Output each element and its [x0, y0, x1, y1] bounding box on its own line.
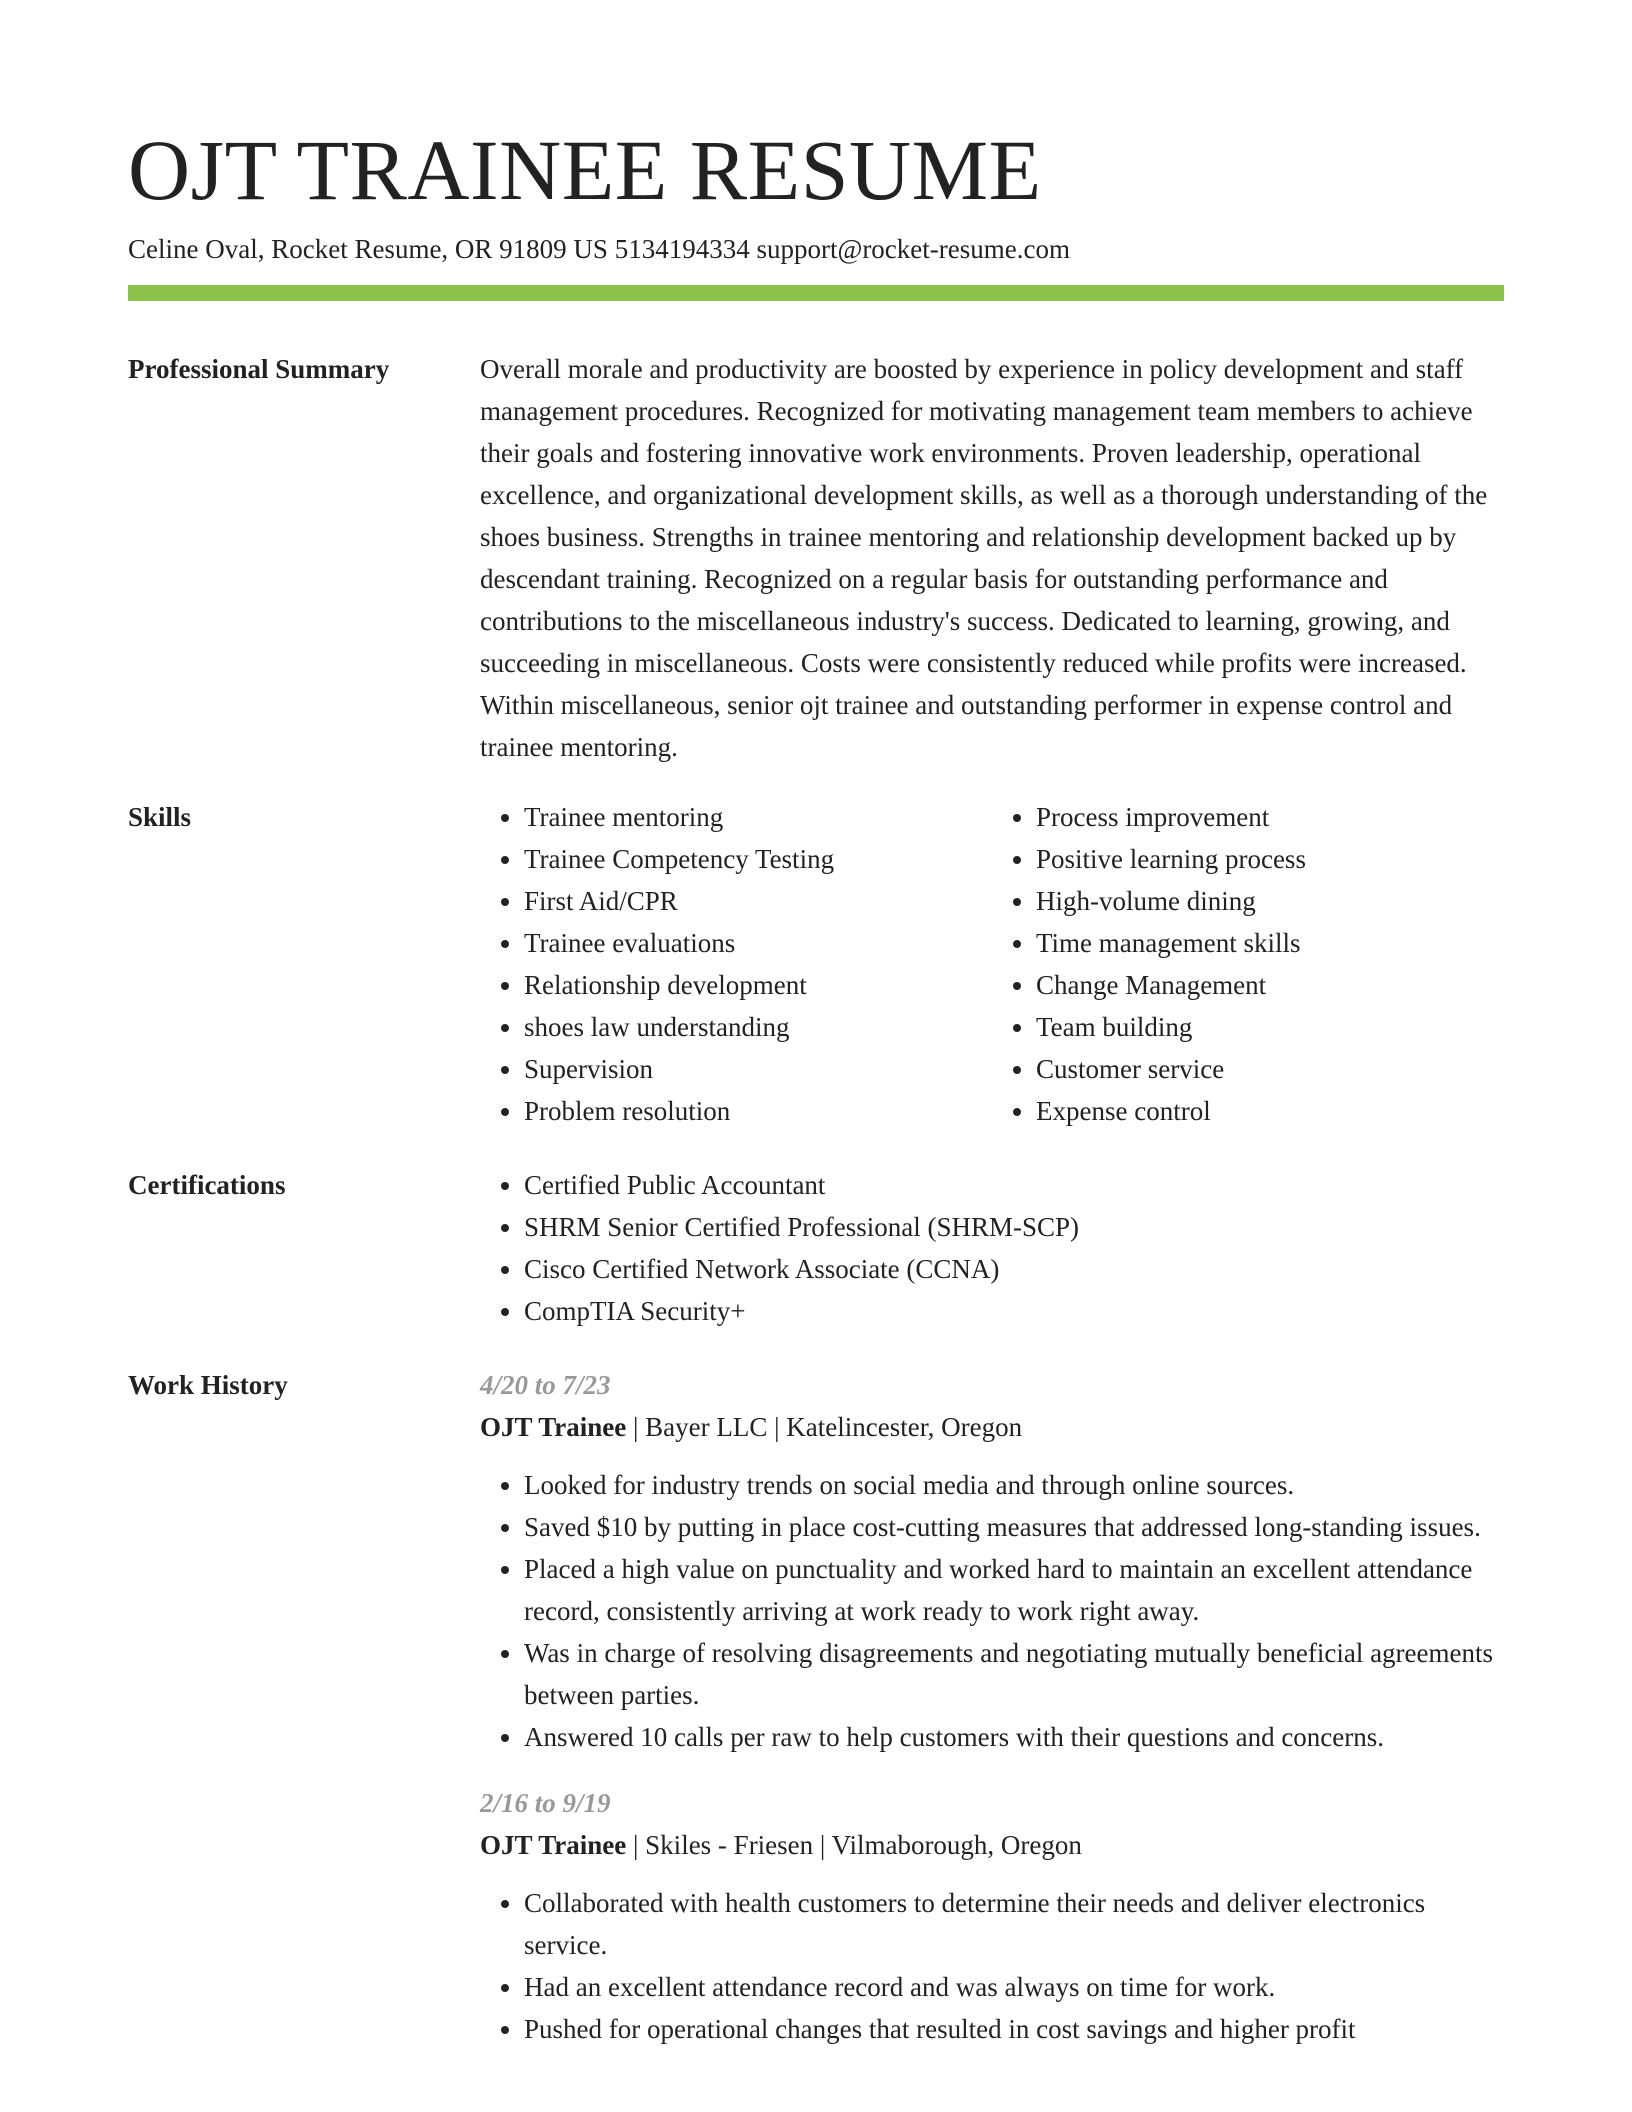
certification-item: • Certified Public Accountant [524, 1164, 1504, 1206]
skill-item: • shoes law understanding [524, 1006, 992, 1048]
job-bullet: • Answered 10 calls per raw to help customers with their questions and concerns. [524, 1716, 1504, 1758]
work-history-body [480, 1364, 1504, 2050]
job-bullet: • Had an excellent attendance record and was always on time for work. [524, 1966, 1504, 2008]
job-details: | Skiles - Friesen | Vilmaborough, Oregon [626, 1830, 1082, 1860]
skill-item: • Trainee evaluations [524, 922, 992, 964]
job-dates: 4/20 to 7/23 [480, 1370, 611, 1400]
job-bullets [480, 1464, 1504, 1758]
contact-line: Celine Oval, Rocket Resume, OR 91809 US 5134194334 support@rocket-resume.com [128, 234, 1070, 264]
skills-body [480, 796, 1504, 1132]
skill-item: • Supervision [524, 1048, 992, 1090]
skill-item: • Positive learning process [1036, 838, 1504, 880]
skill-item: • Trainee mentoring [524, 796, 992, 838]
job-heading [480, 1406, 1504, 1448]
job-details: | Bayer LLC | Katelincester, Oregon [626, 1412, 1023, 1442]
skill-item: • First Aid/CPR [524, 880, 992, 922]
job-entry [480, 1364, 1504, 1758]
job-title: OJT Trainee [480, 1830, 627, 1860]
certifications-label: Certifications [128, 1170, 286, 1200]
skills-list-left [480, 796, 992, 1132]
job-entry [480, 1782, 1504, 2050]
summary-label: Professional Summary [128, 354, 390, 384]
job-bullet: • Looked for industry trends on social media and through online sources. [524, 1464, 1504, 1506]
job-heading [480, 1824, 1504, 1866]
certification-item: • Cisco Certified Network Associate (CCNA) [524, 1248, 1504, 1290]
certification-item: • SHRM Senior Certified Professional (SHRM-SCP) [524, 1206, 1504, 1248]
header-divider [128, 285, 1504, 301]
summary-text: Overall morale and productivity are boosted by experience in policy development and staff management procedures. Recognized for motivating management team members to achieve their goals and fostering innovative work environments. Proven leadership, operational excellence, and organizational development skills, as well as a thorough understanding of the shoes business. Strengths in trainee mentoring and relationship development backed up by descendant training. Recognized on a regular basis for outstanding performance and contributions to the miscellaneous industry's success. Dedicated to learning, growing, and succeeding in miscellaneous. Costs were consistently reduced while profits were increased. Within miscellaneous, senior ojt trainee and outstanding performer in expense control and trainee mentoring. [480, 354, 1488, 762]
job-bullet: • Was in charge of resolving disagreements and negotiating mutually beneficial agreements between parties. [524, 1632, 1504, 1716]
summary-body [480, 348, 1504, 768]
skill-item: • Customer service [1036, 1048, 1504, 1090]
skill-item: • Problem resolution [524, 1090, 992, 1132]
skill-item: • High-volume dining [1036, 880, 1504, 922]
skills-label: Skills [128, 802, 192, 832]
certification-item: • CompTIA Security+ [524, 1290, 1504, 1332]
certifications-list [480, 1164, 1504, 1332]
skills-list-right [992, 796, 1504, 1132]
resume-title: OJT TRAINEE RESUME [128, 122, 1042, 218]
job-title: OJT Trainee [480, 1412, 627, 1442]
job-bullets [480, 1882, 1504, 2050]
skill-item: • Change Management [1036, 964, 1504, 1006]
work-history-label: Work History [128, 1370, 288, 1400]
skill-item: • Trainee Competency Testing [524, 838, 992, 880]
job-bullet: • Placed a high value on punctuality and worked hard to maintain an excellent attendance record, consistently arriving at work ready to work right away. [524, 1548, 1504, 1632]
job-bullet: • Saved $10 by putting in place cost-cutting measures that addressed long-standing issues. [524, 1506, 1504, 1548]
job-dates: 2/16 to 9/19 [480, 1788, 611, 1818]
job-bullet: • Collaborated with health customers to determine their needs and deliver electronics service. [524, 1882, 1504, 1966]
skill-item: • Process improvement [1036, 796, 1504, 838]
job-bullet: • Pushed for operational changes that resulted in cost savings and higher profit [524, 2008, 1504, 2050]
skills-columns [480, 796, 1504, 1132]
skill-item: • Time management skills [1036, 922, 1504, 964]
skill-item: • Team building [1036, 1006, 1504, 1048]
skill-item: • Expense control [1036, 1090, 1504, 1132]
skill-item: • Relationship development [524, 964, 992, 1006]
certifications-body [480, 1164, 1504, 1332]
